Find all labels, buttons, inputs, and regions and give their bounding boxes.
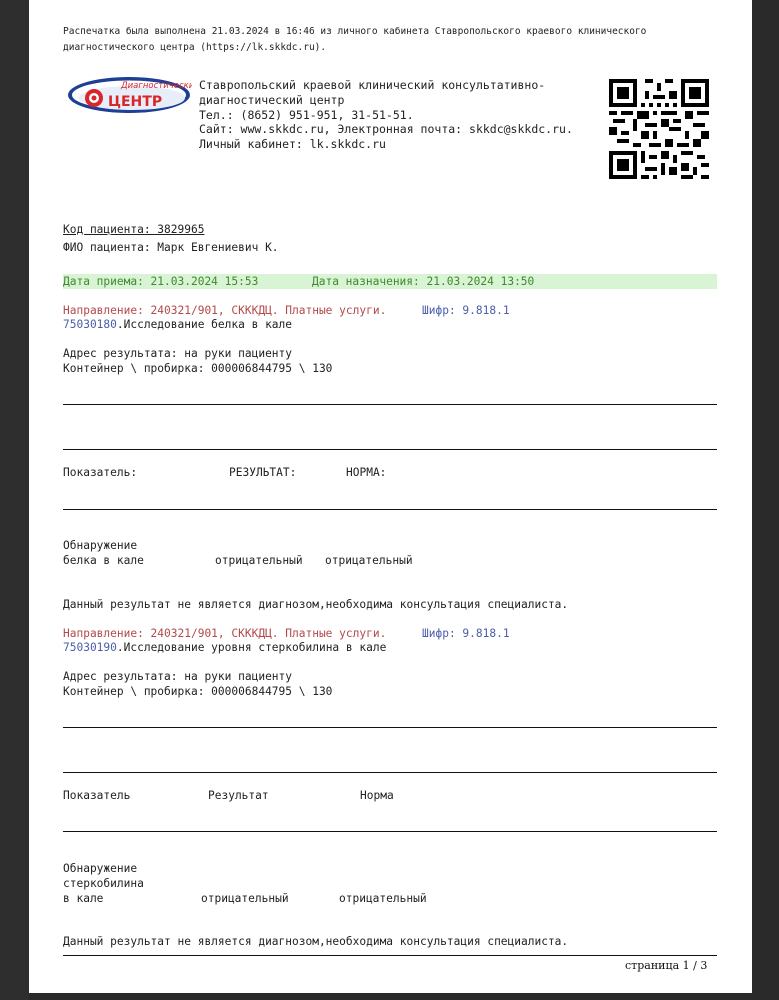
indicator-2-line2: стеркобилина <box>63 877 144 890</box>
direction-2: Направление: 240321/901, СКККДЦ. Платные услуги. <box>63 627 387 640</box>
cipher-1: Шифр: 9.818.1 <box>422 304 510 317</box>
header-result-1: РЕЗУЛЬТАТ: <box>229 466 297 479</box>
study-1 <box>63 318 292 333</box>
indicator-1-line2: белка в кале <box>63 554 144 567</box>
admission-date: Дата приема: 21.03.2024 15:53 <box>63 275 259 288</box>
org-phone: Тел.: (8652) 951-951, 31-51-51. <box>199 108 414 122</box>
header-result-2: Результат <box>208 789 269 802</box>
divider <box>63 449 717 450</box>
patient-code: Код пациента: 3829965 <box>63 223 205 236</box>
disclaimer-1: Данный результат не является диагнозом,необходима консультация специалиста. <box>63 598 569 611</box>
direction-1: Направление: 240321/901, СКККДЦ. Платные услуги. <box>63 304 387 317</box>
result-value-1: отрицательный <box>215 554 303 567</box>
qr-code <box>609 79 709 179</box>
header-indicator-1: Показатель: <box>63 466 138 479</box>
study-name-2: .Исследование уровня стеркобилина в кале <box>116 641 387 654</box>
disclaimer-2: Данный результат не является диагнозом,необходима консультация специалиста. <box>63 935 569 948</box>
result-value-2: отрицательный <box>201 892 289 905</box>
print-notice-line2: диагностического центра (https://lk.skkdc.ru). <box>63 42 327 53</box>
indicator-1-line1: Обнаружение <box>63 539 138 552</box>
divider <box>63 727 717 728</box>
org-name-line1: Ставропольский краевой клинический консультативно- <box>199 78 546 92</box>
divider <box>63 772 717 773</box>
divider <box>63 955 717 956</box>
svg-text:ЦЕНТР: ЦЕНТР <box>108 94 163 110</box>
diagnostic-center-logo <box>66 74 192 116</box>
divider <box>63 404 717 405</box>
study-code-1: 75030180 <box>63 318 117 331</box>
result-address-2: Адрес результата: на руки пациенту <box>63 670 293 683</box>
result-address-1: Адрес результата: на руки пациенту <box>63 347 293 360</box>
indicator-2-line1: Обнаружение <box>63 862 138 875</box>
page-number: страница 1 / 3 <box>625 959 708 972</box>
viewer-background-right <box>752 0 779 1000</box>
container-2: Контейнер \ пробирка: 000006844795 \ 130 <box>63 685 333 698</box>
svg-text:Диагностический: Диагностический <box>121 81 192 91</box>
org-site-email: Сайт: www.skkdc.ru, Электронная почта: skkdc@skkdc.ru. <box>199 122 573 136</box>
container-1: Контейнер \ пробирка: 000006844795 \ 130 <box>63 362 333 375</box>
header-indicator-2: Показатель <box>63 789 131 802</box>
org-name-line2: диагностический центр <box>199 93 345 107</box>
study-code-2: 75030190 <box>63 641 117 654</box>
cipher-2: Шифр: 9.818.1 <box>422 627 510 640</box>
print-notice-line1: Распечатка была выполнена 21.03.2024 в 16:46 из личного кабинета Ставропольского краевого клинического <box>63 26 647 37</box>
document-page <box>29 0 752 993</box>
indicator-2-line3: в кале <box>63 892 104 905</box>
study-2 <box>63 641 386 656</box>
divider <box>63 509 717 510</box>
assignment-date: Дата назначения: 21.03.2024 13:50 <box>312 275 535 288</box>
divider <box>63 831 717 832</box>
norm-value-2: отрицательный <box>339 892 427 905</box>
viewer-background-left <box>0 0 29 1000</box>
org-personal-cabinet: Личный кабинет: lk.skkdc.ru <box>199 137 386 151</box>
patient-name: ФИО пациента: Марк Евгениевич К. <box>63 241 279 254</box>
header-norm-2: Норма <box>360 789 394 802</box>
header-norm-1: НОРМА: <box>346 466 387 479</box>
study-name-1: .Исследование белка в кале <box>116 318 293 331</box>
norm-value-1: отрицательный <box>325 554 413 567</box>
